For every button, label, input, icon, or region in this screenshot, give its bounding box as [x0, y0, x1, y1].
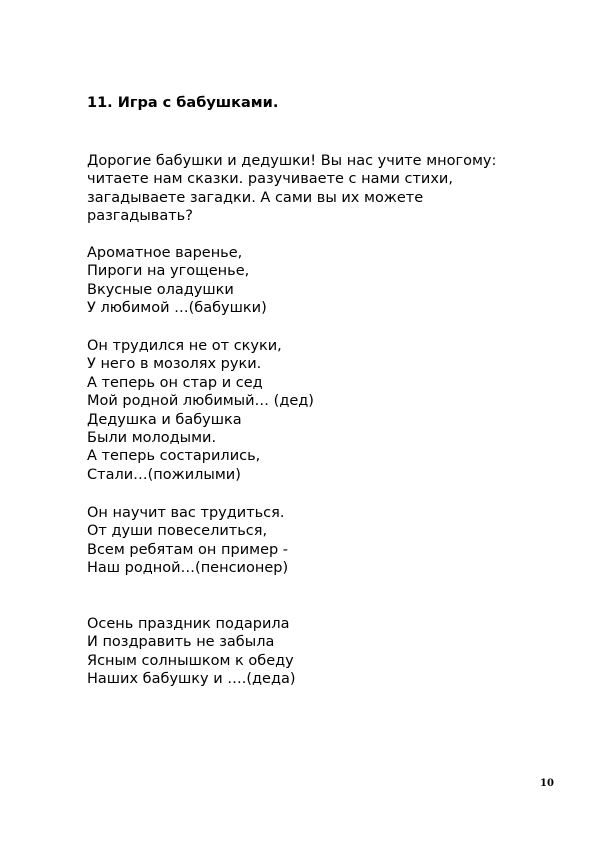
- riddle-line: Дедушка и бабушка: [87, 411, 242, 428]
- intro-line: разгадывать?: [87, 208, 193, 225]
- riddle-pensioner: [87, 504, 288, 578]
- riddle-line: Вкусные оладушки: [87, 281, 234, 298]
- page-number: 10: [540, 778, 554, 789]
- riddle-line: Всем ребятам он пример -: [87, 541, 289, 558]
- riddle-line: Осень праздник подарила: [87, 616, 290, 632]
- riddle-line: И поздравить не забыла: [87, 634, 275, 651]
- riddle-line: Пироги на угощенье,: [87, 263, 250, 280]
- intro-paragraph: [87, 152, 496, 226]
- section-heading: 11. Игра с бабушками.: [87, 95, 279, 111]
- riddle-line: От души повеселиться,: [87, 523, 268, 540]
- intro-line: читаете нам сказки. разучиваете с нами стихи,: [87, 171, 453, 188]
- intro-line: загадываете загадки. А сами вы их можете: [87, 189, 424, 206]
- riddle-line: Наш родной…(пенсионер): [87, 560, 289, 577]
- riddle-line: Он научит вас трудиться.: [87, 505, 285, 521]
- riddle-line: А теперь состарились,: [87, 448, 261, 465]
- riddle-line: Он трудился не от скуки,: [87, 338, 282, 354]
- riddle-line: Наших бабушку и ….(деда): [87, 671, 296, 688]
- riddle-line: У него в мозолях руки.: [87, 356, 262, 373]
- riddle-autumn: [87, 615, 296, 689]
- riddle-line: Ясным солнышком к обеду: [87, 652, 294, 669]
- riddle-grandfather: [87, 337, 314, 484]
- riddle-line: Ароматное варенье,: [87, 245, 243, 261]
- riddle-line: У любимой …(бабушки): [87, 300, 267, 317]
- riddle-line: Мой родной любимый… (дед): [87, 393, 314, 410]
- intro-line: Дорогие бабушки и дедушки! Вы нас учите многому:: [87, 153, 497, 169]
- riddle-line: Стали…(пожилыми): [87, 466, 241, 483]
- riddle-line: Были молодыми.: [87, 429, 217, 446]
- riddle-grandmother: [87, 244, 267, 318]
- riddle-line: А теперь он стар и сед: [87, 374, 263, 391]
